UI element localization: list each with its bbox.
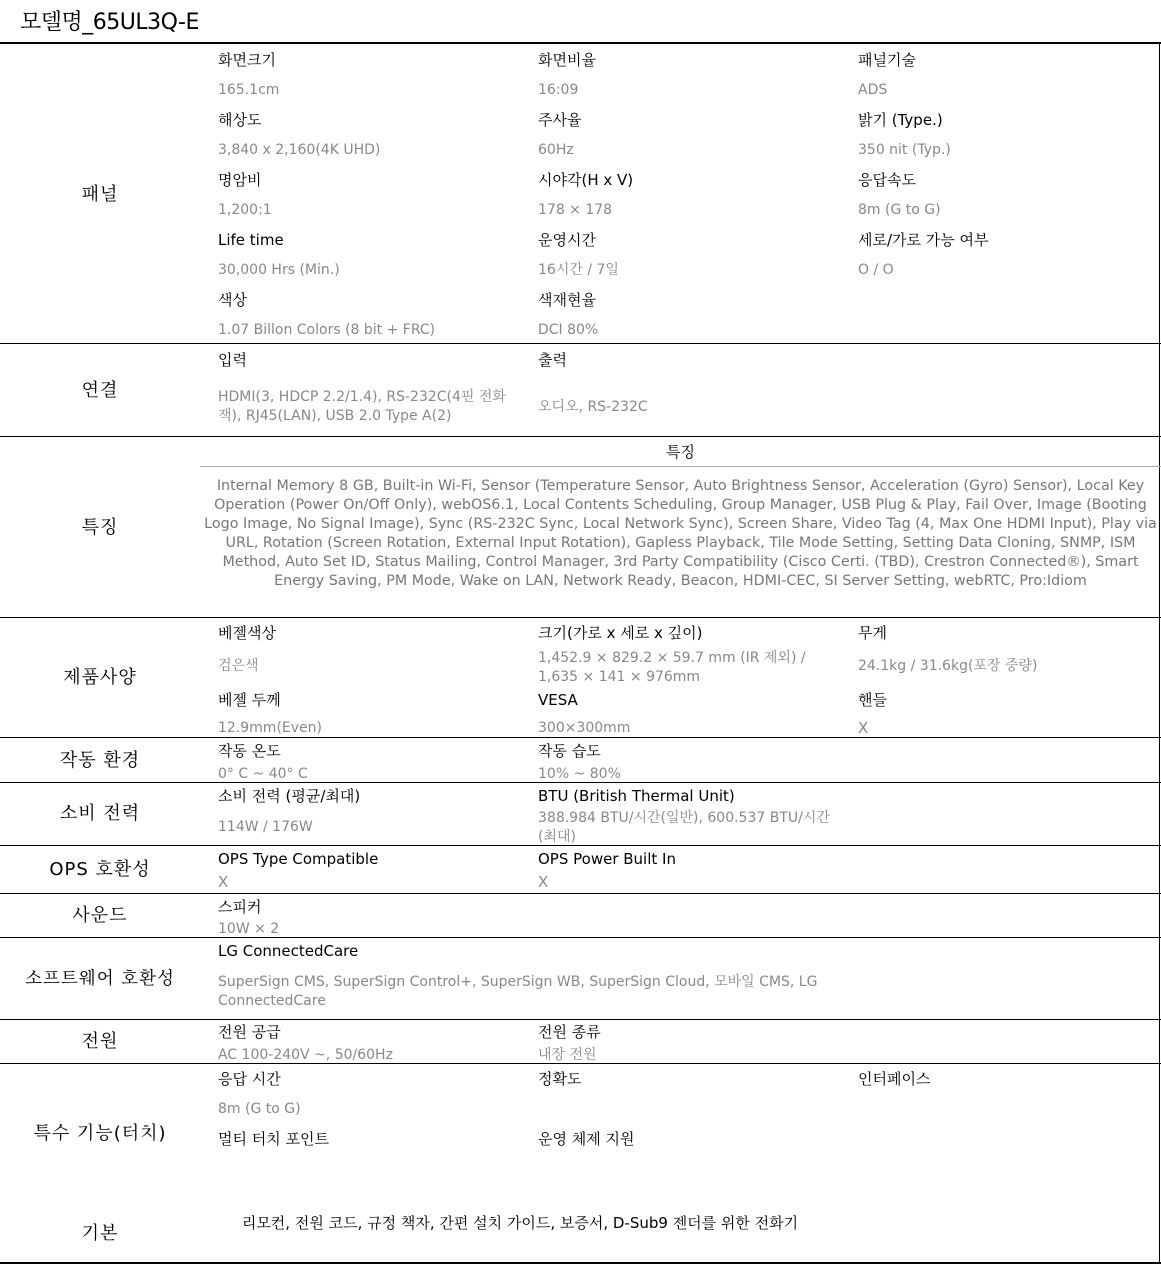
panel-tech-value: ADS [858, 82, 888, 98]
section-sound: 사운드 [72, 905, 128, 926]
page-title: 모델명_65UL3Q-E [20, 10, 199, 35]
touch-accuracy-label: 정확도 [538, 1070, 582, 1088]
output-label: 출력 [538, 351, 567, 369]
section-panel: 패널 [81, 184, 119, 205]
speaker-value: 10W × 2 [218, 921, 280, 937]
brightness-label: 밝기 (Type.) [858, 111, 943, 129]
screen-size-label: 화면크기 [218, 51, 276, 69]
contrast-label: 명암비 [218, 171, 262, 189]
handle-value: X [858, 719, 869, 737]
section-power-consumption: 소비 전력 [59, 803, 141, 824]
touch-response-value: 8m (G to G) [218, 1101, 301, 1117]
row-divider [0, 893, 1161, 894]
power-consumption-value: 114W / 176W [218, 819, 313, 835]
touch-interface-label: 인터페이스 [858, 1070, 931, 1088]
operating-humidity-label: 작동 습도 [538, 742, 601, 760]
section-ops: OPS 호환성 [49, 859, 151, 880]
weight-value: 24.1kg / 31.6kg(포장 중량) [858, 658, 1038, 674]
section-basic: 기본 [81, 1223, 119, 1244]
color-depth-value: 1.07 Billon Colors (8 bit + FRC) [218, 322, 436, 338]
resolution-value: 3,840 x 2,160(4K UHD) [218, 142, 381, 158]
bezel-thickness-label: 베젤 두께 [218, 691, 281, 709]
touch-response-label: 응답 시간 [218, 1070, 281, 1088]
row-divider [0, 436, 1161, 437]
weight-label: 무게 [858, 624, 887, 642]
viewing-angle-label: 시야각(H x V) [538, 171, 634, 189]
refresh-rate-label: 주사율 [538, 111, 582, 129]
software-label: LG ConnectedCare [218, 942, 359, 960]
section-connection: 연결 [81, 380, 119, 401]
lifetime-value: 30,000 Hrs (Min.) [218, 262, 340, 278]
screen-size-value: 165.1cm [218, 82, 280, 98]
power-type-value: 내장 전원 [538, 1047, 597, 1063]
response-speed-label: 응답속도 [858, 171, 916, 189]
section-touch: 특수 기능(터치) [33, 1123, 167, 1144]
ops-power-value: X [538, 873, 549, 891]
color-depth-label: 색상 [218, 291, 247, 309]
operating-temp-value: 0° C ~ 40° C [218, 766, 308, 782]
dimension-value: 1,452.9 × 829.2 × 59.7 mm (IR 제외) / 1,635 × 141 × 976mm [538, 650, 806, 685]
resolution-label: 해상도 [218, 111, 262, 129]
features-divider [200, 466, 1161, 467]
color-gamut-value: DCI 80% [538, 322, 599, 338]
power-type-label: 전원 종류 [538, 1023, 601, 1041]
dimension-label: 크기(가로 x 세로 x 깊이) [538, 624, 703, 642]
multitouch-label: 멀티 터치 포인트 [218, 1130, 329, 1148]
operating-humidity-value: 10% ~ 80% [538, 766, 621, 782]
panel-tech-label: 패널기술 [858, 51, 916, 69]
row-divider [0, 343, 1161, 344]
bezel-thickness-value: 12.9mm(Even) [218, 720, 322, 736]
power-consumption-label: 소비 전력 (평균/최대) [218, 787, 361, 805]
aspect-ratio-value: 16:09 [538, 82, 579, 98]
lifetime-label: Life time [218, 231, 284, 249]
features-header: 특징 [666, 443, 695, 461]
software-value: SuperSign CMS, SuperSign Control+, SuperSign WB, SuperSign Cloud, 모바일 CMS, LG ConnectedCare [218, 974, 818, 1009]
power-supply-value: AC 100-240V ~, 50/60Hz [218, 1047, 393, 1063]
section-product-spec: 제품사양 [63, 667, 137, 688]
viewing-angle-value: 178 × 178 [538, 202, 613, 218]
basic-accessories: 리모컨, 전원 코드, 규정 책자, 간편 설치 가이드, 보증서, D-Sub9 젠더를 위한 전화기 [241, 1214, 799, 1232]
ops-type-value: X [218, 873, 229, 891]
color-gamut-label: 색재현율 [538, 291, 596, 309]
output-value: 오디오, RS-232C [538, 399, 648, 415]
section-power: 전원 [81, 1031, 119, 1052]
aspect-ratio-label: 화면비율 [538, 51, 596, 69]
btu-label: BTU (British Thermal Unit) [538, 787, 735, 805]
input-label: 입력 [218, 351, 247, 369]
vesa-value: 300×300mm [538, 720, 631, 736]
operating-time-label: 운영시간 [538, 231, 596, 249]
input-value: HDMI(3, HDCP 2.2/1.4), RS-232C(4핀 전화 잭), RJ45(LAN), USB 2.0 Type A(2) [218, 389, 506, 424]
operating-time-value: 16시간 / 7일 [538, 262, 619, 278]
ops-type-label: OPS Type Compatible [218, 850, 379, 868]
section-features: 특징 [81, 517, 119, 538]
table-right-border [1159, 43, 1160, 1264]
row-divider [0, 737, 1161, 738]
section-operating-env: 작동 환경 [59, 750, 141, 771]
orientation-value: O / O [858, 262, 894, 278]
bezel-color-label: 베젤색상 [218, 624, 276, 642]
refresh-rate-value: 60Hz [538, 142, 574, 158]
row-divider [0, 617, 1161, 618]
response-speed-value: 8m (G to G) [858, 202, 941, 218]
ops-power-label: OPS Power Built In [538, 850, 676, 868]
title-divider [0, 42, 1161, 44]
row-divider [0, 937, 1161, 938]
handle-label: 핸들 [858, 691, 887, 709]
operating-temp-label: 작동 온도 [218, 742, 281, 760]
power-supply-label: 전원 공급 [218, 1023, 281, 1041]
bezel-color-value: 검은색 [218, 658, 259, 674]
contrast-value: 1,200:1 [218, 202, 272, 218]
speaker-label: 스피커 [218, 898, 262, 916]
brightness-value: 350 nit (Typ.) [858, 142, 951, 158]
features-text: Internal Memory 8 GB, Built-in Wi-Fi, Sensor (Temperature Sensor, Auto Brightness Sensor, Acceleration (Gyro) Sensor), Local Key Operation (Power On/Off Only), webOS6.1, Local Contents Scheduling, Group Manager, USB Plug & Play, Fail Over, Image (Booting Logo Image, No Signal Image), Sync (RS-232C Sync, Local Network Sync), Screen Share, Video Tag (4, Max One HDMI Input), Play via URL, Rotation (Screen Rotation, External Input Rotation), Gapless Playback, Tile Mode Setting, Setting Data Cloning, SNMP, ISM Method, Auto Set ID, Status Mailing, Control Manager, 3rd Party Compatibility (Cisco Certi. (TBD), Crestron Connected®), Smart Energy Saving, PM Mode, Wake on LAN, Network Ready, Beacon, HDMI-CEC, SI Server Setting, webRTC, Pro:Idiom [204, 478, 1157, 589]
orientation-label: 세로/가로 가능 여부 [858, 231, 989, 249]
os-support-label: 운영 체제 지원 [538, 1130, 635, 1148]
vesa-label: VESA [538, 691, 578, 709]
row-divider [0, 1019, 1161, 1020]
btu-value: 388.984 BTU/시간(일반), 600.537 BTU/시간(최대) [538, 810, 830, 845]
section-software: 소프트웨어 호환성 [25, 969, 175, 989]
